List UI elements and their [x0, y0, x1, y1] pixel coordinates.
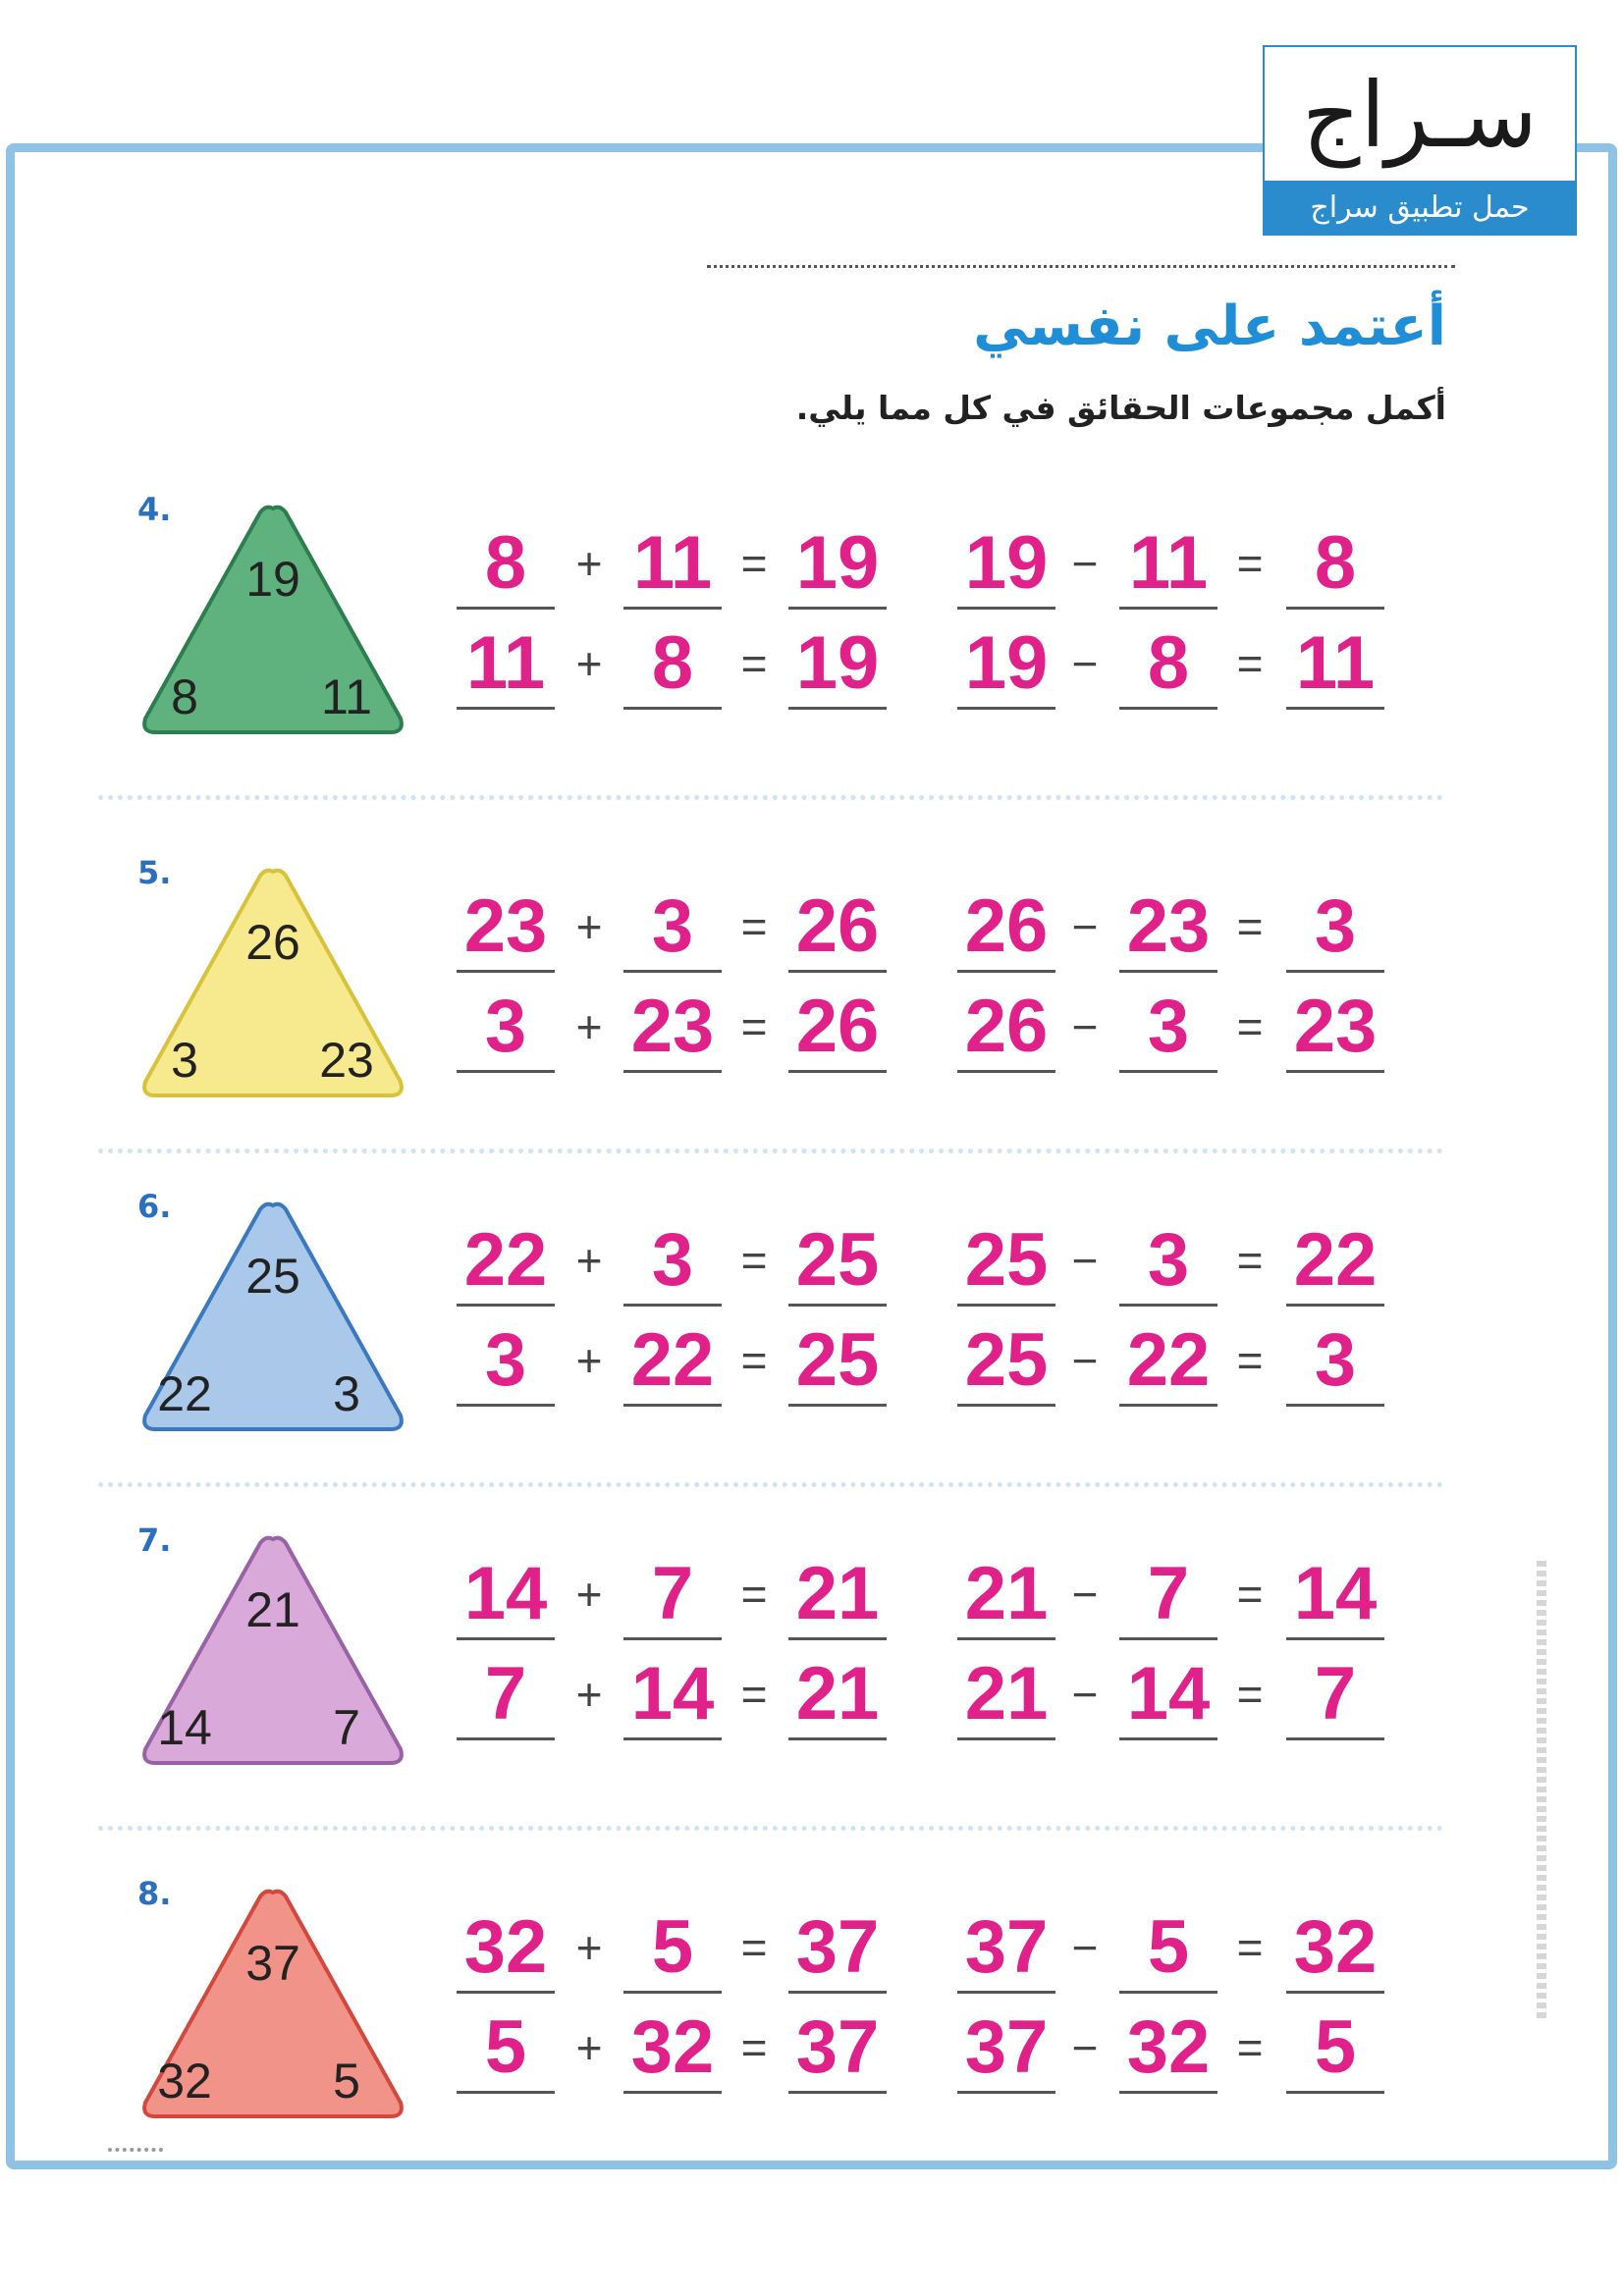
answer-blank-a[interactable]: 19	[957, 620, 1055, 710]
equals-sign: =	[1236, 638, 1264, 689]
answer-blank-a[interactable]: 21	[957, 1551, 1055, 1640]
equals-sign: =	[740, 1922, 768, 1973]
operator-sign: −	[1071, 1235, 1099, 1286]
answer-blank-a[interactable]: 3	[457, 1317, 555, 1407]
answer-blank-a[interactable]: 11	[457, 620, 555, 710]
triangle-left-number: 32	[157, 2054, 212, 2109]
operator-sign: −	[1071, 901, 1099, 952]
answer-blank-c[interactable]: 7	[1286, 1651, 1384, 1740]
answer-blank-a[interactable]: 8	[457, 520, 555, 610]
fact-family-triangle	[135, 1198, 410, 1438]
answer-blank-c[interactable]: 37	[788, 2004, 887, 2094]
triangle-right-number: 7	[333, 1700, 360, 1755]
equals-sign: =	[1236, 1569, 1264, 1620]
problem-6	[0, 1188, 1623, 1482]
answer-blank-c[interactable]: 37	[788, 1904, 887, 1994]
answer-blank-a[interactable]: 5	[457, 2004, 555, 2094]
equals-sign: =	[740, 638, 768, 689]
operator-sign: +	[575, 1235, 603, 1286]
triangle-top-number: 19	[245, 552, 300, 607]
row-separator	[98, 1826, 1443, 1831]
operator-sign: +	[575, 538, 603, 589]
answer-blank-c[interactable]: 32	[1286, 1904, 1384, 1994]
answer-blank-a[interactable]: 26	[957, 883, 1055, 973]
answer-blank-b[interactable]: 11	[1119, 520, 1217, 610]
operator-sign: −	[1071, 538, 1099, 589]
answer-blank-b[interactable]: 3	[623, 883, 722, 973]
answer-blank-c[interactable]: 3	[1286, 883, 1384, 973]
siraj-logo[interactable]	[1263, 45, 1577, 236]
equals-sign: =	[740, 1669, 768, 1720]
operator-sign: −	[1071, 1001, 1099, 1052]
triangle-right-number: 3	[333, 1366, 360, 1421]
problem-number: 4.	[137, 491, 172, 528]
answer-blank-b[interactable]: 11	[623, 520, 722, 610]
answer-blank-c[interactable]: 8	[1286, 520, 1384, 610]
problem-number: 6.	[137, 1188, 172, 1225]
equals-sign: =	[740, 2022, 768, 2073]
operator-sign: −	[1071, 638, 1099, 689]
equals-sign: =	[1236, 1235, 1264, 1286]
answer-blank-a[interactable]: 23	[457, 883, 555, 973]
answer-blank-c[interactable]: 25	[788, 1317, 887, 1407]
triangle-right-number: 5	[333, 2054, 360, 2109]
equals-sign: =	[740, 1335, 768, 1386]
equals-sign: =	[740, 538, 768, 589]
answer-blank-a[interactable]: 37	[957, 1904, 1055, 1994]
answer-blank-b[interactable]: 7	[1119, 1551, 1217, 1640]
logo-wordmark: سـراج	[1302, 62, 1538, 168]
triangle-right-number: 11	[321, 669, 372, 724]
fact-family-triangle	[135, 1531, 410, 1772]
answer-blank-a[interactable]: 25	[957, 1317, 1055, 1407]
operator-sign: +	[575, 901, 603, 952]
answer-blank-c[interactable]: 25	[788, 1217, 887, 1307]
fact-family-triangle	[135, 864, 410, 1104]
answer-blank-b[interactable]: 3	[623, 1217, 722, 1307]
equals-sign: =	[1236, 1001, 1264, 1052]
answer-blank-b[interactable]: 22	[623, 1317, 722, 1407]
problem-5	[0, 854, 1623, 1148]
triangle-top-number: 37	[245, 1936, 300, 1991]
problem-number: 5.	[137, 854, 172, 891]
answer-blank-c[interactable]: 21	[788, 1651, 887, 1740]
answer-blank-b[interactable]: 8	[1119, 620, 1217, 710]
answer-blank-c[interactable]: 3	[1286, 1317, 1384, 1407]
answer-blank-a[interactable]: 37	[957, 2004, 1055, 2094]
problem-number: 7.	[137, 1522, 172, 1559]
triangle-right-number: 23	[319, 1033, 374, 1088]
page-frame	[6, 143, 1617, 2169]
answer-blank-b[interactable]: 5	[1119, 1904, 1217, 1994]
operator-sign: +	[575, 2022, 603, 2073]
name-line	[707, 265, 1455, 268]
answer-blank-b[interactable]: 14	[623, 1651, 722, 1740]
answer-blank-b[interactable]: 32	[623, 2004, 722, 2094]
operator-sign: +	[575, 1001, 603, 1052]
operator-sign: +	[575, 1569, 603, 1620]
answer-blank-a[interactable]: 14	[457, 1551, 555, 1640]
answer-blank-c[interactable]: 26	[788, 883, 887, 973]
operator-sign: +	[575, 1335, 603, 1386]
triangle-top-number: 25	[245, 1249, 300, 1304]
operator-sign: +	[575, 638, 603, 689]
answer-blank-b[interactable]: 22	[1119, 1317, 1217, 1407]
fact-family-triangle	[135, 1885, 410, 2125]
equals-sign: =	[1236, 1335, 1264, 1386]
operator-sign: −	[1071, 2022, 1099, 2073]
answer-blank-c[interactable]: 5	[1286, 2004, 1384, 2094]
answer-blank-c[interactable]: 23	[1286, 984, 1384, 1073]
equals-sign: =	[740, 1001, 768, 1052]
operator-sign: +	[575, 1922, 603, 1973]
row-separator	[98, 1148, 1443, 1153]
answer-blank-c[interactable]: 21	[788, 1551, 887, 1640]
equals-sign: =	[1236, 538, 1264, 589]
answer-blank-b[interactable]: 14	[1119, 1651, 1217, 1740]
answer-blank-a[interactable]: 21	[957, 1651, 1055, 1740]
answer-blank-a[interactable]: 19	[957, 520, 1055, 610]
answer-blank-b[interactable]: 23	[1119, 883, 1217, 973]
page-number-mark	[108, 2148, 163, 2156]
row-separator	[98, 795, 1443, 800]
answer-blank-c[interactable]: 11	[1286, 620, 1384, 710]
answer-blank-c[interactable]: 14	[1286, 1551, 1384, 1640]
answer-blank-b[interactable]: 23	[623, 984, 722, 1073]
answer-blank-a[interactable]: 7	[457, 1651, 555, 1740]
operator-sign: +	[575, 1669, 603, 1720]
equals-sign: =	[740, 1235, 768, 1286]
answer-blank-c[interactable]: 26	[788, 984, 887, 1073]
equals-sign: =	[740, 901, 768, 952]
operator-sign: −	[1071, 1569, 1099, 1620]
equals-sign: =	[1236, 1669, 1264, 1720]
triangle-left-number: 8	[171, 669, 198, 724]
triangle-top-number: 26	[245, 915, 300, 970]
answer-blank-c[interactable]: 19	[788, 520, 887, 610]
problem-4	[0, 491, 1623, 785]
equals-sign: =	[740, 1569, 768, 1620]
fact-family-triangle	[135, 501, 410, 741]
operator-sign: −	[1071, 1335, 1099, 1386]
page-title: أعتمد على نفسي	[973, 294, 1446, 358]
answer-blank-a[interactable]: 22	[457, 1217, 555, 1307]
problem-7	[0, 1522, 1623, 1816]
triangle-left-number: 3	[171, 1033, 198, 1088]
triangle-left-number: 14	[157, 1700, 212, 1755]
answer-blank-a[interactable]: 32	[457, 1904, 555, 1994]
answer-blank-a[interactable]: 25	[957, 1217, 1055, 1307]
equals-sign: =	[1236, 901, 1264, 952]
answer-blank-a[interactable]: 3	[457, 984, 555, 1073]
answer-blank-c[interactable]: 19	[788, 620, 887, 710]
problem-number: 8.	[137, 1875, 172, 1912]
answer-blank-b[interactable]: 5	[623, 1904, 722, 1994]
triangle-left-number: 22	[157, 1366, 212, 1421]
triangle-top-number: 21	[245, 1582, 300, 1637]
answer-blank-b[interactable]: 3	[1119, 984, 1217, 1073]
equals-sign: =	[1236, 2022, 1264, 2073]
answer-blank-a[interactable]: 26	[957, 984, 1055, 1073]
vertical-side-text	[1537, 1561, 1546, 2022]
answer-blank-b[interactable]: 8	[623, 620, 722, 710]
problem-8	[0, 1875, 1623, 2169]
answer-blank-b[interactable]: 32	[1119, 2004, 1217, 2094]
answer-blank-b[interactable]: 3	[1119, 1217, 1217, 1307]
row-separator	[98, 1482, 1443, 1487]
operator-sign: −	[1071, 1922, 1099, 1973]
equals-sign: =	[1236, 1922, 1264, 1973]
operator-sign: −	[1071, 1669, 1099, 1720]
answer-blank-b[interactable]: 7	[623, 1551, 722, 1640]
instruction-text: أكمل مجموعات الحقائق في كل مما يلي.	[795, 389, 1446, 427]
answer-blank-c[interactable]: 22	[1286, 1217, 1384, 1307]
logo-tagline: حمل تطبيق سراج	[1265, 181, 1575, 234]
